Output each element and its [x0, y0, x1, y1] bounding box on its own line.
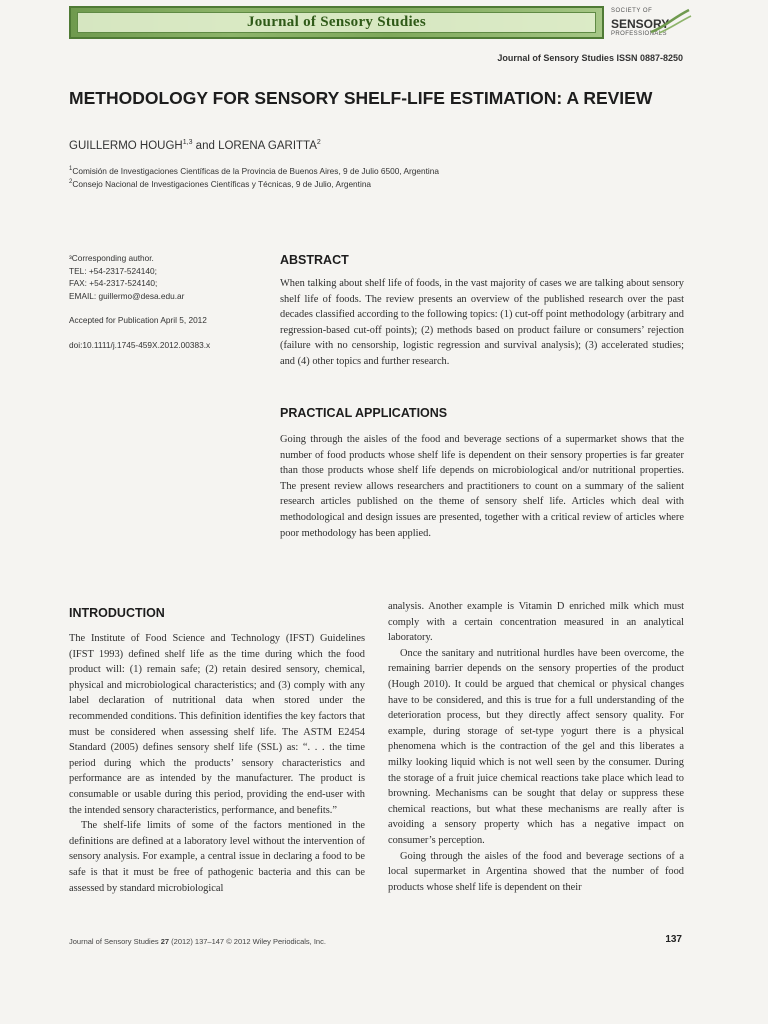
practical-applications-paragraph: Going through the aisles of the food and beverage sections of a supermarket shows that the number of food products whose shelf life is dependent on their sensory properties is far greater than those products whose shelf life depends on microbiological and/or nutritional properties. The present review allows researchers and practitioners to count on a summary of the salient research articles published on the theme of sensory shelf life. Articles which deal with methodological and design issues are presented, together with a critical review of articles where poor methodology has been applied.	[280, 434, 684, 539]
footer-volume: 27	[160, 937, 170, 946]
body-paragraph: The shelf-life limits of some of the factors mentioned in the definitions are defined at a laboratory level without the intervention of sensory analysis. For example, a central issue in declaring a food to be safe is that it must be free of pathogenic bacteria and this can be assessed by standard microbiological	[69, 820, 365, 894]
fax: FAX: +54-2317-524140;	[69, 278, 158, 289]
author-conjunction: and	[192, 139, 219, 152]
corresponding-author-note: ³Corresponding author.	[69, 253, 154, 263]
article-metadata-sidebar	[69, 252, 269, 352]
introduction-heading: INTRODUCTION	[69, 606, 165, 620]
author-superscript: 1,3	[182, 139, 193, 146]
leaf-swoosh-icon	[649, 8, 693, 34]
page-footer	[69, 937, 326, 946]
practical-applications-heading: PRACTICAL APPLICATIONS	[280, 406, 448, 420]
logo-text-top: SOCIETY OF	[611, 8, 653, 14]
body-paragraph: The Institute of Food Science and Technology (IFST) Guidelines (IFST 1993) defined shelf life as the time during which the food product will: (1) remain safe; (2) retain desired sensory, chemical, physical and microbiological characteristics; and (3) comply with any label declaration of nutritional data when stored under the recommended conditions. This definition identifies the key factors that must be considered when assessing shelf life. The ASTM E2454 Standard (2005) defines sensory shelf life (SSL) as: “. . . the time period during which the products’ sensory characteristics and performance are as intended by the manufacturer. The product is consumable or usable during this period, providing the end-user with the intended sensory characteristics, performance, and benefits.”	[69, 633, 365, 816]
affiliation-superscript: 2	[69, 179, 73, 186]
journal-banner-title: Journal of Sensory Studies	[246, 14, 427, 30]
journal-banner-inner	[77, 12, 596, 33]
logo-text-mid: SENSORY	[611, 17, 670, 31]
author-superscript: 2	[316, 139, 321, 146]
article-title: METHODOLOGY FOR SENSORY SHELF-LIFE ESTIMATION: A REVIEW	[69, 88, 653, 108]
practical-applications-text	[280, 432, 684, 541]
footer-journal: Journal of Sensory Studies	[69, 937, 161, 946]
telephone: TEL: +54-2317-524140;	[69, 265, 157, 276]
accepted-date: Accepted for Publication April 5, 2012	[69, 315, 207, 326]
affiliation-text: Comisión de Investigaciones Científicas de la Provincia de Buenos Aires, 9 de Julio 6500, Argentina	[72, 166, 440, 176]
email: EMAIL: guillermo@desa.edu.ar	[69, 290, 185, 301]
journal-issn: Journal of Sensory Studies ISSN 0887-8250	[497, 53, 683, 63]
affiliation-superscript: 1	[69, 166, 73, 173]
affiliation-text: Consejo Nacional de Investigaciones Científicas y Técnicas, 9 de Julio, Argentina	[72, 179, 372, 189]
author-name: GUILLERMO HOUGH	[69, 139, 183, 152]
affiliation-2	[69, 179, 371, 189]
affiliation-1	[69, 166, 439, 176]
logo-text-bottom: PROFESSIONALS	[611, 31, 667, 37]
body-paragraph: Going through the aisles of the food and beverage sections of a local supermarket in Argentina showed that the number of food products whose shelf life is dependent on their	[388, 850, 684, 893]
society-logo	[611, 8, 691, 40]
author-line	[69, 139, 321, 152]
page-number: 137	[665, 934, 682, 945]
introduction-right-column	[388, 599, 684, 895]
author-name: LORENA GARITTA	[218, 139, 317, 152]
abstract-text	[280, 276, 684, 370]
doi: doi:10.1111/j.1745-459X.2012.00383.x	[69, 339, 211, 350]
abstract-paragraph: When talking about shelf life of foods, in the vast majority of cases we are talking about sensory shelf life of foods. The review presents an overview of the published research over the past decades classified according to the following topics: (1) cut-off point methodology (arbitrary and regression-based cut-off points); (2) methods based on product failure or consumers’ rejection (failure with no censorship, logistic regression and survival analysis); (3) accelerated studies; and (4) other topics and further research.	[280, 278, 684, 367]
body-paragraph: Once the sanitary and nutritional hurdles have been overcome, the remaining barrier depends on the sensory properties of the product (Hough 2010). It could be argued that chemical or physical changes have to be considered, and this is true for a full understanding of the deterioration process, but they directly affect sensory quality. For example, during storage of set-type yogurt there is a physical phenomena which is the contraction of the gel and this liberates a milky looking liquid which is not well seen by the consumer. During the storage of a fruit juice chemical reactions take place which lead to browning. Mechanisms can be sought that delay or suppress these chemical reactions, but what these mechanisms are really after is avoiding a sensory property which has a negative impact on consumer’s perception.	[388, 647, 684, 846]
abstract-heading: ABSTRACT	[280, 253, 349, 267]
journal-banner	[69, 6, 604, 39]
introduction-left-column	[69, 631, 365, 896]
body-paragraph: analysis. Another example is Vitamin D enriched milk which must comply with a certain concentration measured in an analytical laboratory.	[388, 601, 684, 644]
footer-citation: (2012) 137–147 © 2012 Wiley Periodicals, Inc.	[169, 937, 326, 946]
